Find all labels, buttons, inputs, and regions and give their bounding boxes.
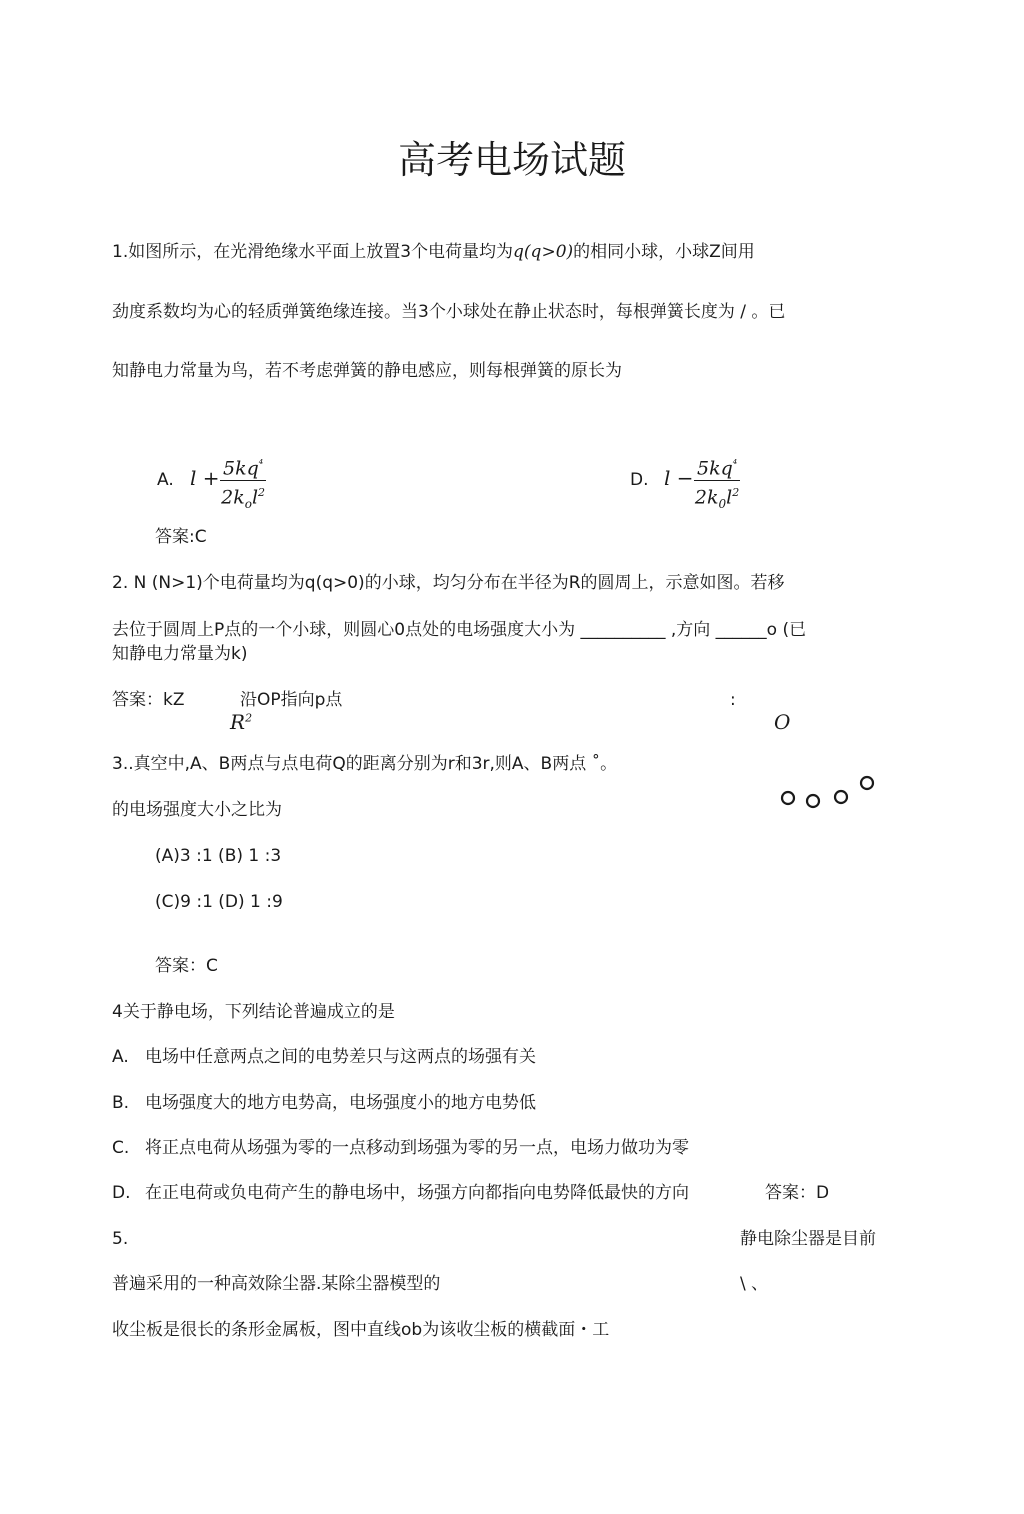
q2-line1: 2. N (N>1)个电荷量均为q(q>0)的小球，均匀分布在半径为R的圆周上，示意如图。若移 xyxy=(112,573,785,593)
q4-option-b-label: B. xyxy=(112,1093,130,1113)
q5-number: 5. xyxy=(112,1229,129,1249)
ball-2 xyxy=(807,795,819,807)
q4-option-a: 电场中任意两点之间的电势差只与这两点的场强有关 xyxy=(145,1047,536,1067)
q1-option-d-denominator: 2k xyxy=(694,486,719,509)
q2-line2: 去位于圆周上P点的一个小球，则圆心0点处的电场强度大小为 __________ ,方向 ______o (已 xyxy=(112,620,807,640)
q1-option-d-den-tail: l xyxy=(726,486,733,509)
q2-figure-o-label: O xyxy=(774,710,791,734)
q4-answer: 答案：D xyxy=(765,1183,830,1203)
q1-option-a-numerator: 5kq xyxy=(223,457,259,480)
q1-option-a-den-tail: l xyxy=(251,486,259,509)
q-figure-balls xyxy=(775,770,885,815)
q4-option-d: 在正电荷或负电荷产生的静电场中，场强方向都指向电势降低最快的方向 xyxy=(145,1183,689,1203)
q4-option-b: 电场强度大的地方电势高，电场强度小的地方电势低 xyxy=(145,1093,536,1113)
q3-line1: 3..真空中,A、B两点与点电荷Q的距离分别为r和3r,则A、B两点 ˚。 xyxy=(112,754,618,774)
q4-option-c-label: C. xyxy=(112,1138,130,1158)
q2-answer-direction: 沿OP指向p点 xyxy=(240,690,343,710)
q1-line1-a: 1.如图所示，在光滑绝缘水平面上放置3个电荷量均为 xyxy=(112,242,514,262)
page-title: 高考电场试题 xyxy=(397,138,626,182)
q1-option-d-den-sub: 0 xyxy=(718,497,727,512)
q1-option-a-den-sub: o xyxy=(244,497,252,512)
q1-option-d-label: D. xyxy=(630,470,649,490)
q1-option-d-den-sup: 2 xyxy=(732,486,740,500)
q1-option-d-num-sup: ⁴ xyxy=(732,457,738,470)
q2-colon: : xyxy=(730,690,736,710)
q4-option-d-label: D. xyxy=(112,1183,131,1203)
q1-option-a-l: l + xyxy=(190,466,220,490)
q1-line1 xyxy=(112,242,755,262)
q2-answer-r-sup: 2 xyxy=(245,711,253,725)
ball-3 xyxy=(835,791,847,803)
q1-line3: 知静电力常量为鸟，若不考虑弹簧的静电感应，则每根弹簧的原长为 xyxy=(112,361,622,381)
ball-4 xyxy=(861,777,873,789)
q1-answer: 答案:C xyxy=(155,527,207,547)
q5-right-text-1: 静电除尘器是目前 xyxy=(740,1229,876,1249)
q1-option-d-fraction xyxy=(694,452,740,516)
q1-option-a-label: A. xyxy=(157,470,174,490)
q2-line3: 知静电力常量为k) xyxy=(112,644,248,664)
q2-answer-r: R xyxy=(230,710,246,734)
q2-answer: 答案：kZ xyxy=(112,690,185,710)
q4-option-a-label: A. xyxy=(112,1047,129,1067)
q3-options-cd: (C)9 :1 (D) 1 :9 xyxy=(155,892,283,912)
q1-option-d-l: l − xyxy=(664,466,694,490)
q1-line1-b: 的相同小球，小球Z间用 xyxy=(573,242,755,262)
q5-line3: 收尘板是很长的条形金属板，图中直线ob为该收尘板的横截面・工 xyxy=(112,1320,610,1340)
q3-answer: 答案：C xyxy=(155,956,218,976)
q1-line2: 劲度系数均为心的轻质弹簧绝缘连接。当3个小球处在静止状态时，每根弹簧长度为 / 。已 xyxy=(112,302,786,322)
q4-option-c: 将正点电荷从场强为零的一点移动到场强为零的另一点，电场力做功为零 xyxy=(145,1138,689,1158)
q5-right-text-2: \ 、 xyxy=(740,1274,769,1294)
q1-option-d-numerator: 5kq xyxy=(697,457,733,480)
q5-line2: 普遍采用的一种高效除尘器.某除尘器模型的 xyxy=(112,1274,441,1294)
q1-line1-math: q(q>0) xyxy=(513,242,574,262)
q1-option-a-den-sup: 2 xyxy=(258,486,266,500)
q4-stem: 4关于静电场，下列结论普遍成立的是 xyxy=(112,1002,395,1022)
q1-option-a-fraction xyxy=(220,452,266,516)
ball-1 xyxy=(782,792,794,804)
q1-option-a-denominator: 2k xyxy=(221,486,245,509)
q3-line2: 的电场强度大小之比为 xyxy=(112,800,282,820)
q3-options-ab: (A)3 :1 (B) 1 :3 xyxy=(155,846,282,866)
q2-answer-r-squared xyxy=(230,710,252,734)
q1-option-a-num-sup: ⁴ xyxy=(258,457,264,470)
